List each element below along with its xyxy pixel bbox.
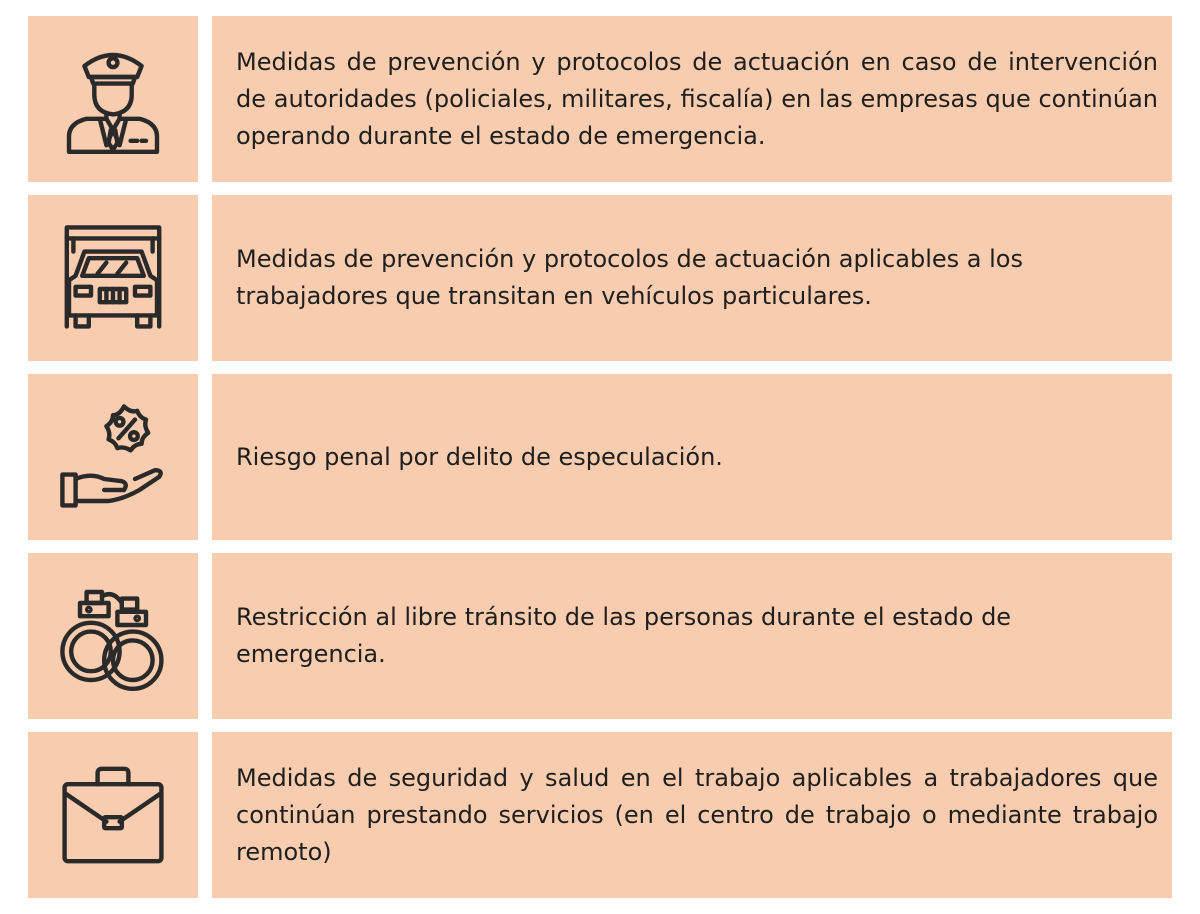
icon-cell [28, 732, 198, 898]
icon-cell [28, 16, 198, 182]
item-text: Medidas de seguridad y salud en el trabajo aplicables a trabajadores que continúan prestando servicios (en el centro de trabajo o mediante trabajo remoto) [236, 763, 1158, 866]
list-item [0, 195, 1200, 361]
text-cell [212, 16, 1172, 182]
list-item [0, 732, 1200, 898]
percent-hand-icon [58, 402, 168, 512]
text-cell [212, 732, 1172, 898]
police-officer-icon [58, 44, 168, 154]
text-cell [212, 553, 1172, 719]
icon-cell [28, 195, 198, 361]
icon-cell [28, 553, 198, 719]
list-item [0, 16, 1200, 182]
car-garage-icon [58, 223, 168, 333]
item-text: Restricción al libre tránsito de las personas durante el estado de emergencia. [236, 603, 1012, 668]
briefcase-icon [58, 760, 168, 870]
item-text: Medidas de prevención y protocolos de actuación aplicables a los trabajadores que transitan en vehículos particulares. [236, 245, 1023, 310]
item-text: Medidas de prevención y protocolos de actuación en caso de intervención de autoridades (policiales, militares, fiscalía) en las empresas que continúan operando durante el estado de emergencia. [236, 47, 1158, 150]
list-item [0, 374, 1200, 540]
item-text: Riesgo penal por delito de especulación. [236, 442, 723, 471]
text-cell [212, 374, 1172, 540]
icon-cell [28, 374, 198, 540]
handcuffs-icon [58, 581, 168, 691]
text-cell [212, 195, 1172, 361]
list-item [0, 553, 1200, 719]
